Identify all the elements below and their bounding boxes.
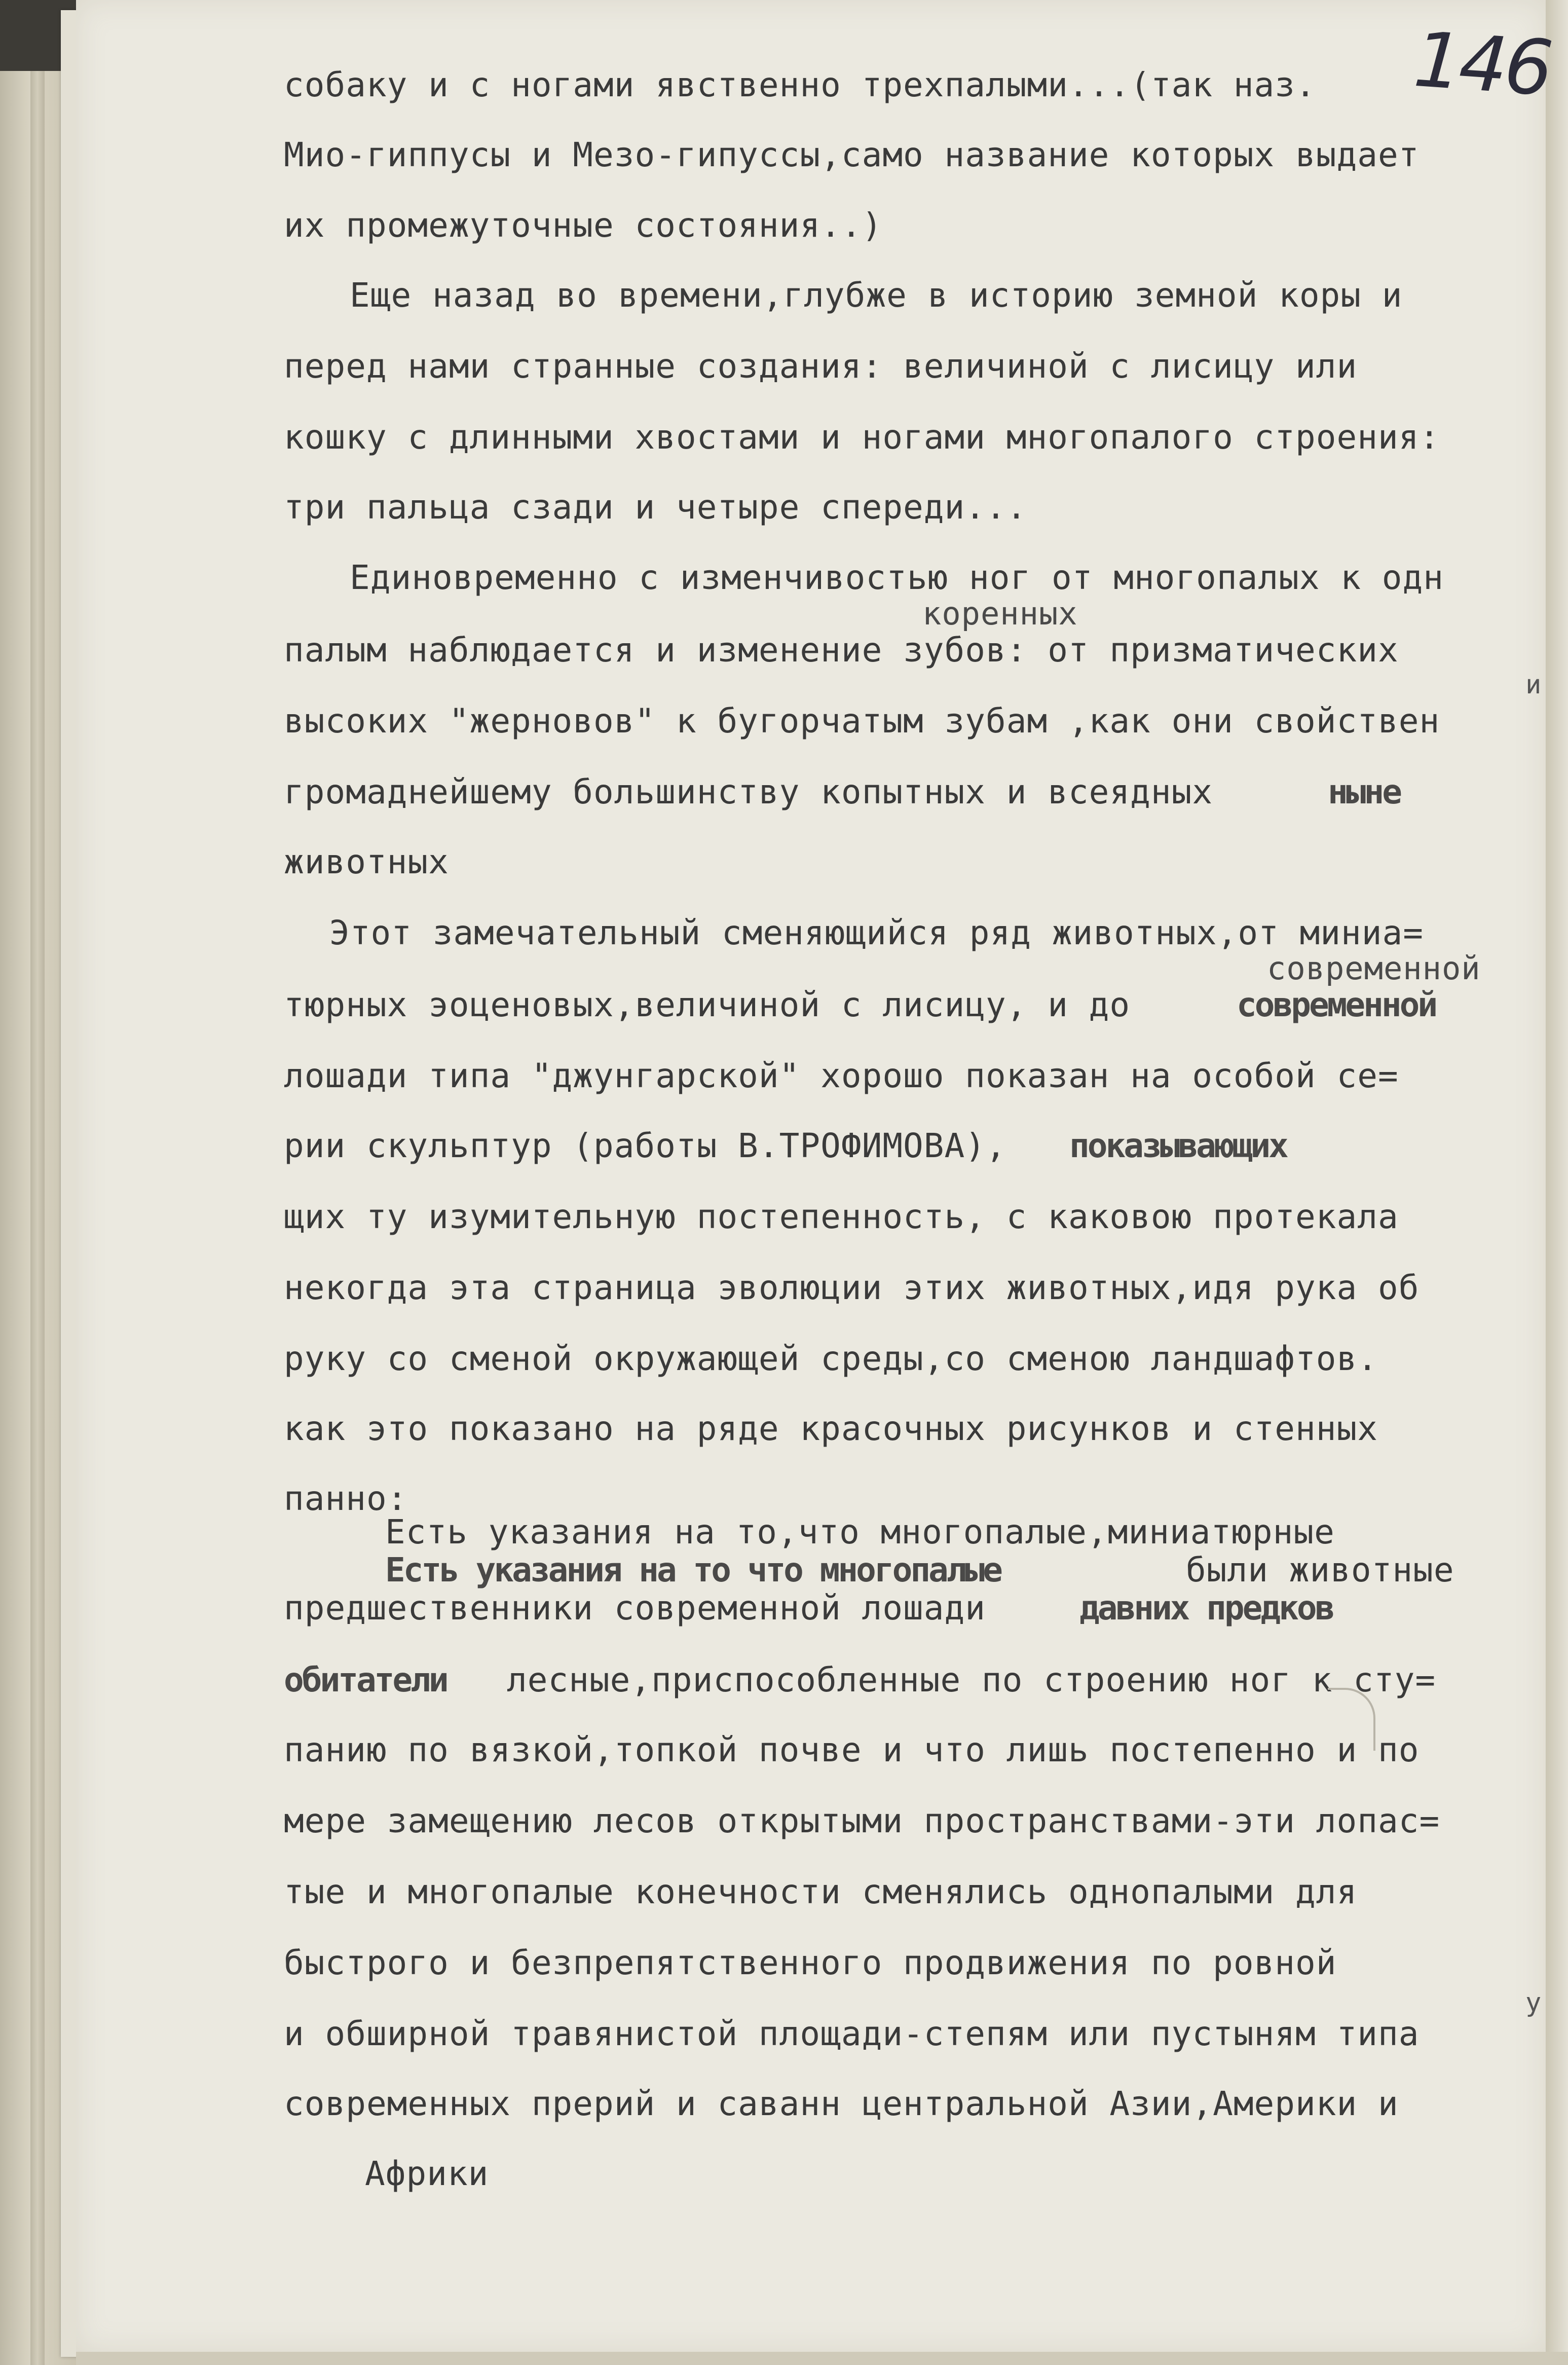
text-line: лесные,приспособленные по строению ног к сту=	[507, 1660, 1436, 1699]
text-line: панно:	[284, 1479, 408, 1518]
text-line: Единовременно с изменчивостью ног от многопалых к одн	[350, 558, 1444, 597]
text-line: тюрных эоценовых,величиной с лисицу, и до	[284, 985, 1131, 1024]
text-line: Этот замечательный сменяющийся ряд животных,от миниа=	[329, 913, 1424, 952]
text-line: руку со сменой окружающей среды,со сменою ландшафтов.	[284, 1339, 1378, 1378]
folio-number: 146	[1411, 15, 1553, 114]
text-line: животных	[284, 842, 449, 881]
text-line: Еще назад во времени,глубже в историю земной коры и	[350, 276, 1403, 315]
text-line: и обширной травянистой площади-степям или пустыням типа	[284, 2014, 1420, 2053]
struck-line: Есть указания на то что многопалые	[385, 1550, 1001, 1590]
text-line: перед нами странные создания: величиной с лисицу или	[284, 347, 1358, 386]
text-line: предшественники современной лошади	[284, 1588, 986, 1628]
struck-word: давних предков	[1079, 1588, 1333, 1628]
text-line: быстрого и безпрепятственного продвижения по ровной	[284, 1943, 1337, 1982]
text-line: громаднейшему большинству копытных и всеядных	[284, 772, 1213, 811]
struck-word: ныне	[1328, 772, 1400, 811]
text-line: щих ту изумительную постепенность, с каковою протекала	[284, 1197, 1399, 1236]
text-line: кошку с длинными хвостами и ногами многопалого строения:	[284, 418, 1440, 457]
text-line: Есть указания на то,что многопалые,миниатюрные	[385, 1512, 1335, 1551]
text-line: высоких "жерновов" к бугорчатым зубам ,как они свойствен	[284, 701, 1440, 741]
struck-word: показывающих	[1069, 1126, 1287, 1165]
text-line: лошади типа "джунгарской" хорошо показан на особой се=	[284, 1056, 1399, 1095]
text-line: их промежуточные состояния..)	[284, 206, 883, 245]
text-line: собаку и с ногами явственно трехпалыми...(так наз.	[284, 65, 1316, 104]
struck-word: современной	[1237, 985, 1436, 1024]
text-line: три пальца сзади и четыре спереди...	[284, 488, 1027, 527]
text-line: некогда эта страница эволюции этих животных,идя рука об	[284, 1268, 1420, 1307]
text-line: тые и многопалые конечности сменялись однопалыми для	[284, 1872, 1358, 1911]
text-line: Мио-гиппусы и Мезо-гипуссы,само название которых выдает	[284, 135, 1420, 174]
margin-mark: и	[1525, 670, 1542, 700]
typed-insert: современной	[1267, 950, 1481, 987]
text-line: панию по вязкой,топкой почве и что лишь постепенно и по	[284, 1730, 1420, 1769]
text-line: рии скульптур (работы В.ТРОФИМОВА),	[284, 1126, 1006, 1165]
typed-insert: коренных	[922, 595, 1078, 632]
text-line: были животные	[1186, 1550, 1454, 1590]
margin-mark: у	[1525, 1987, 1542, 2018]
struck-word: обитатели	[284, 1660, 447, 1699]
text-line: как это показано на ряде красочных рисунков и стенных	[284, 1409, 1378, 1448]
text-line: мере замещению лесов открытыми пространствами-эти лопас=	[284, 1801, 1440, 1840]
text-line: Африки	[365, 2154, 489, 2193]
text-line: палым наблюдается и изменение зубов: от призматических	[284, 631, 1399, 670]
text-line: современных прерий и саванн центральной Азии,Америки и	[284, 2084, 1399, 2123]
